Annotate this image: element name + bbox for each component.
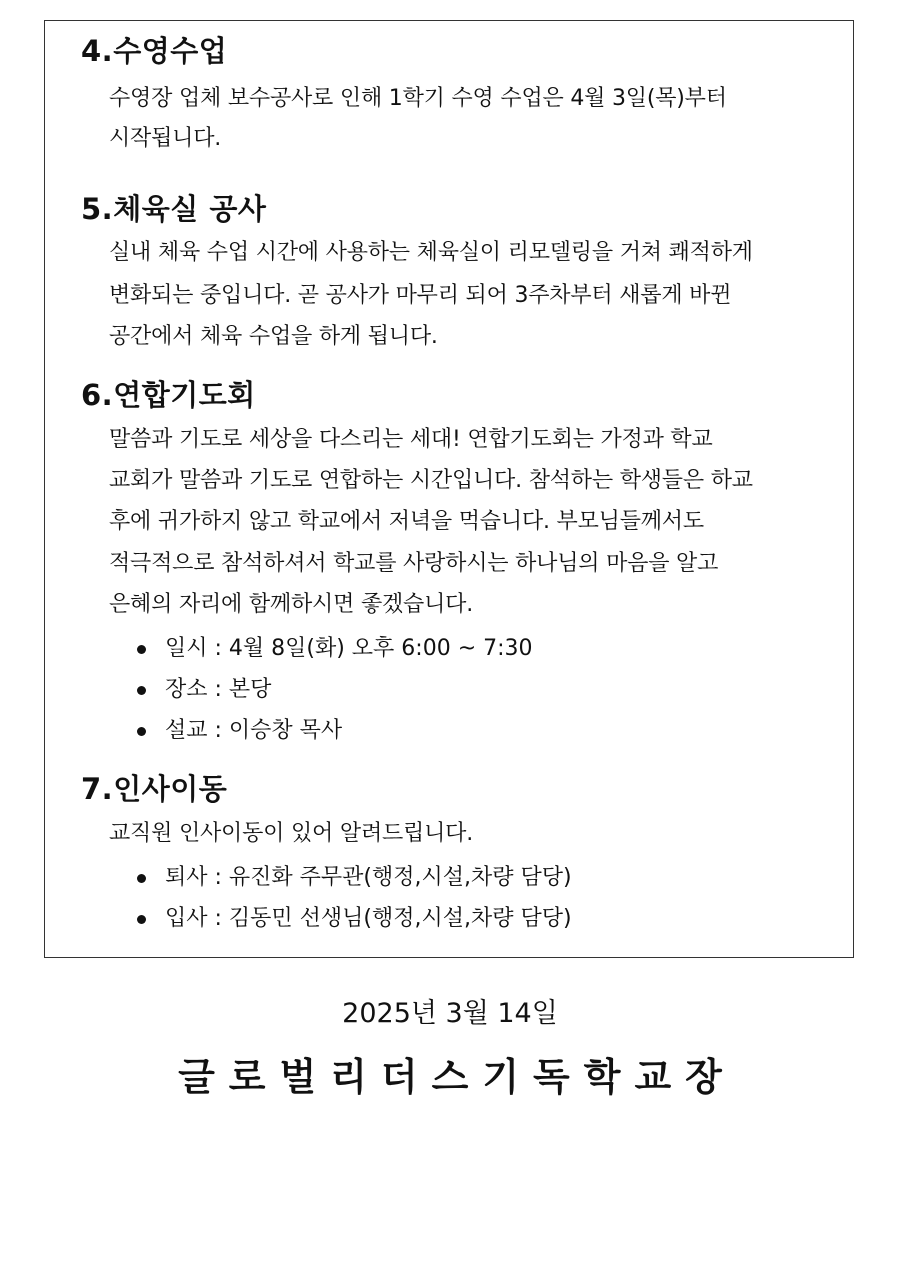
bullet-icon xyxy=(137,645,146,654)
swimming-text-line: 시작됩니다. xyxy=(109,126,222,151)
prayer-text-line: 은혜의 자리에 함께하시면 좋겠습니다. xyxy=(109,592,474,617)
prayer-text-line: 후에 귀가하지 않고 학교에서 저녁을 먹습니다. 부모님들께서도 xyxy=(109,509,704,534)
prayer-bullet-text: 설교 : 이승창 목사 xyxy=(165,718,343,743)
section-heading-personnel-change: 7.인사이동 xyxy=(81,772,228,806)
school-principal-signature: 글로벌리더스기독학교장 xyxy=(178,1055,736,1099)
personnel-bullet-text: 입사 : 김동민 선생님(행정,시설,차량 담당) xyxy=(165,906,572,931)
bullet-icon xyxy=(137,915,146,924)
section-heading-joint-prayer: 6.연합기도회 xyxy=(81,378,256,412)
prayer-text-line: 적극적으로 참석하셔서 학교를 사랑하시는 하나님의 마음을 알고 xyxy=(109,551,719,576)
prayer-bullet-text: 일시 : 4월 8일(화) 오후 6:00 ~ 7:30 xyxy=(165,636,533,661)
prayer-bullet-text: 장소 : 본당 xyxy=(165,677,272,702)
prayer-bullet-item xyxy=(137,717,342,745)
section-heading-swimming: 4.수영수업 xyxy=(81,34,228,68)
bullet-icon xyxy=(137,727,146,736)
personnel-bullet-item xyxy=(137,864,572,892)
gym-text-line: 변화되는 중입니다. 곧 공사가 마무리 되어 3주차부터 새롭게 바뀐 xyxy=(109,283,732,308)
notice-box xyxy=(44,20,854,958)
section-heading-gym-construction: 5.체육실 공사 xyxy=(81,192,267,226)
issue-date: 2025년 3월 14일 xyxy=(342,998,558,1029)
bullet-icon xyxy=(137,874,146,883)
personnel-bullet-item xyxy=(137,905,572,933)
bullet-icon xyxy=(137,686,146,695)
gym-text-line: 공간에서 체육 수업을 하게 됩니다. xyxy=(109,324,438,349)
prayer-bullet-item xyxy=(137,676,271,704)
personnel-bullet-text: 퇴사 : 유진화 주무관(행정,시설,차량 담당) xyxy=(165,865,572,890)
gym-text-line: 실내 체육 수업 시간에 사용하는 체육실이 리모델링을 거쳐 쾌적하게 xyxy=(109,240,753,265)
prayer-text-line: 교회가 말씀과 기도로 연합하는 시간입니다. 참석하는 학생들은 하교 xyxy=(109,468,753,493)
prayer-text-line: 말씀과 기도로 세상을 다스리는 세대! 연합기도회는 가정과 학교 xyxy=(109,427,713,452)
prayer-bullet-item xyxy=(137,635,533,663)
personnel-text-line: 교직원 인사이동이 있어 알려드립니다. xyxy=(109,821,474,846)
swimming-text-line: 수영장 업체 보수공사로 인해 1학기 수영 수업은 4월 3일(목)부터 xyxy=(109,86,727,111)
